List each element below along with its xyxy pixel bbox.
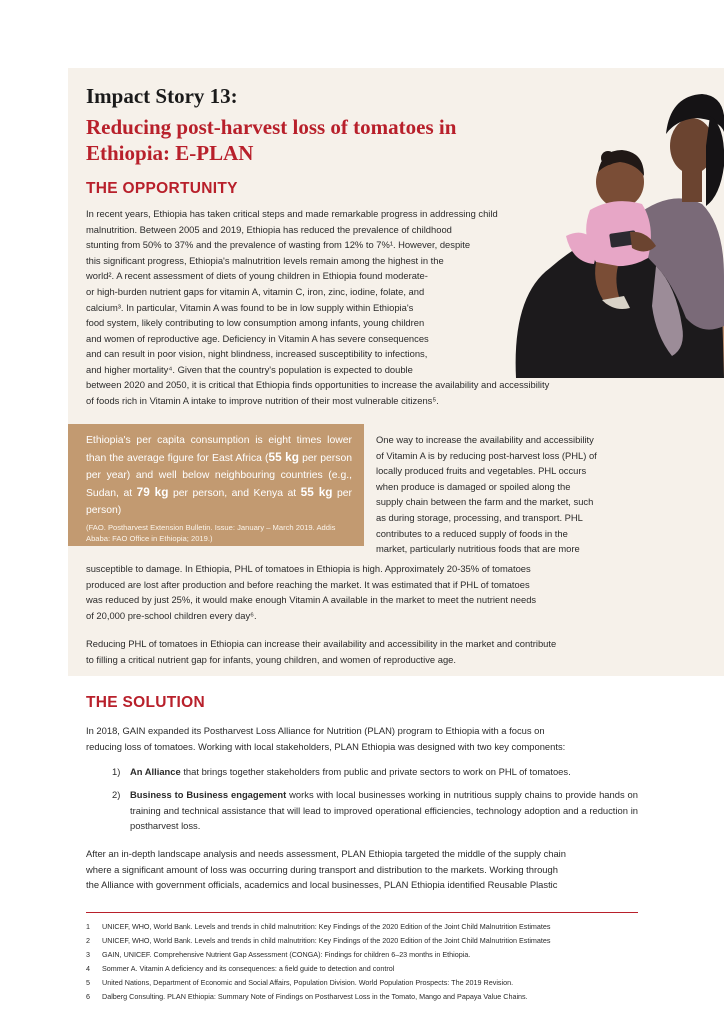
text-line: In recent years, Ethiopia has taken critical steps and made remarkable progress in addressing child bbox=[86, 208, 498, 219]
consumption-callout-box bbox=[68, 424, 364, 546]
list-item-text: that brings together stakeholders from public and private sectors to work on PHL of tomatoes. bbox=[180, 766, 571, 777]
text-line: this significant progress, Ethiopia's malnutrition levels remain among the highest in the bbox=[86, 255, 444, 266]
mother-and-child-photo bbox=[506, 86, 724, 378]
page-title: Reducing post-harvest loss of tomatoes in Ethiopia: E-PLAN bbox=[86, 115, 457, 165]
text-line: of foods rich in Vitamin A intake to improve nutrition of their most vulnerable citizens⁵. bbox=[86, 395, 439, 406]
footnote: 2 UNICEF, WHO, World Bank. Levels and trends in child malnutrition: Key Findings of the 2020 Edition of the Joint Child Malnutrition Estimates bbox=[86, 936, 551, 945]
text-line: malnutrition. Between 2005 and 2019, Ethiopia has reduced the prevalence of childhood bbox=[86, 224, 452, 235]
text-line: In 2018, GAIN expanded its Postharvest Loss Alliance for Nutrition (PLAN) program to Ethiopia with a focus on bbox=[86, 725, 545, 736]
text-line: of Vitamin A is by reducing post-harvest loss (PHL) of bbox=[376, 450, 597, 461]
footnote: 4 Sommer A. Vitamin A deficiency and its consequences: a field guide to detection and control bbox=[86, 964, 395, 973]
list-item-text: works with local businesses working in nutritious supply chains to provide hands on training and technical assistance that will lead to improved operational efficiencies, technology adoption and a reduction in postharvest loss. bbox=[130, 789, 638, 832]
text-line: between 2020 and 2050, it is critical that Ethiopia finds opportunities to increase the availability and accessibility bbox=[86, 379, 550, 390]
text-line: calcium³. In particular, Vitamin A was found to be in low supply within Ethiopia's bbox=[86, 302, 414, 313]
footnote: 3 GAIN, UNICEF. Comprehensive Nutrient Gap Assessment (CONGA): Findings for children 6–23 months in Ethiopia. bbox=[86, 950, 471, 959]
footnote: 1 UNICEF, WHO, World Bank. Levels and trends in child malnutrition: Key Findings of the 2020 Edition of the Joint Child Malnutrition Estimates bbox=[86, 922, 551, 931]
opportunity-heading: THE OPPORTUNITY bbox=[86, 180, 238, 197]
text-line: susceptible to damage. In Ethiopia, PHL of tomatoes in Ethiopia is high. Approximately 20-35% of tomatoes bbox=[86, 563, 531, 574]
footnote-divider bbox=[86, 912, 638, 913]
text-line: After an in-depth landscape analysis and needs assessment, PLAN Ethiopia targeted the middle of the supply chain bbox=[86, 848, 566, 859]
text-line: food system, likely contributing to low consumption among infants, young children bbox=[86, 317, 425, 328]
callout-value: 55 kg bbox=[300, 485, 333, 499]
text-line: or high-burden nutrient gaps for vitamin A, vitamin C, iron, zinc, iodine, folate, and bbox=[86, 286, 425, 297]
text-line: where a significant amount of loss was occurring during transport and distribution to the markets. Working through bbox=[86, 864, 558, 875]
callout-text: Ethiopia's per capita consumption is eight times lower than the average figure for East Africa (55 kg per person per year) and well below neighbouring countries (e.g., Sudan, at 79 kg per person, and Kenya at 55 kg per person) bbox=[86, 435, 353, 516]
text-line: the Alliance with government officials, academics and local businesses, PLAN Ethiopia identified Reusable Plastic bbox=[86, 879, 558, 890]
text-line: world². A recent assessment of diets of young children in Ethiopia found moderate- bbox=[86, 270, 428, 281]
text-line: produced are lost after production and before reaching the market. It was estimated that if PHL of tomatoes bbox=[86, 579, 530, 590]
text-line: when produce is damaged or spoiled along the bbox=[376, 481, 571, 492]
callout-value: 79 kg bbox=[136, 485, 169, 499]
series-title: Impact Story 13: bbox=[86, 84, 238, 108]
text-line: and can result in poor vision, night blindness, increased susceptibility to infections, bbox=[86, 348, 428, 359]
list-number: 2) bbox=[112, 789, 121, 800]
text-line: market, particularly nutritious foods that are more bbox=[376, 543, 580, 554]
text-line: contributes to a reduced supply of foods in the bbox=[376, 528, 568, 539]
list-item-title: An Alliance bbox=[130, 766, 181, 777]
text-line: locally produced fruits and vegetables. PHL occurs bbox=[376, 465, 587, 476]
text-line: and women of reproductive age. Deficiency in Vitamin A has severe consequences bbox=[86, 333, 429, 344]
footnote: 5 United Nations, Department of Economic and Social Affairs, Population Division. World Population Prospects: The 2019 Revision. bbox=[86, 978, 514, 987]
solution-heading: THE SOLUTION bbox=[86, 694, 205, 711]
text-line: One way to increase the availability and accessibility bbox=[376, 434, 594, 445]
list-item bbox=[112, 764, 638, 780]
callout-value: 55 kg bbox=[268, 450, 299, 464]
text-line: and higher mortality⁴. Given that the country's population is expected to double bbox=[86, 364, 413, 375]
text-line: stunting from 50% to 37% and the prevalence of wasting from 12% to 7%¹. However, despite bbox=[86, 239, 471, 250]
text-line: reducing loss of tomatoes. Working with local stakeholders, PLAN Ethiopia was designed with two key components: bbox=[86, 741, 566, 752]
list-number: 1) bbox=[112, 766, 121, 777]
footnote: 6 Dalberg Consulting. PLAN Ethiopia: Summary Note of Findings on Postharvest Loss in the Tomato, Mango and Papaya Value Chains. bbox=[86, 992, 528, 1001]
list-item-title: Business to Business engagement bbox=[130, 789, 287, 800]
text-line: supply chain between the farm and the market, such bbox=[376, 496, 594, 507]
text-line: as during storage, processing, and transport. PHL bbox=[376, 512, 583, 523]
callout-source: (FAO. Postharvest Extension Bulletin. Issue: January – March 2019. Addis Ababa: FAO Office in Ethiopia; 2019.) bbox=[86, 523, 336, 543]
text-line: of 20,000 pre-school children every day⁶. bbox=[86, 610, 257, 621]
text-line: Reducing PHL of tomatoes in Ethiopia can increase their availability and accessibility in the market and contribute bbox=[86, 638, 557, 649]
list-item bbox=[112, 787, 638, 834]
text-line: to filling a critical nutrient gap for infants, young children, and women of reproductive age. bbox=[86, 654, 457, 665]
text-line: was reduced by just 25%, it would make enough Vitamin A available in the market to meet the nutrient needs bbox=[86, 594, 537, 605]
